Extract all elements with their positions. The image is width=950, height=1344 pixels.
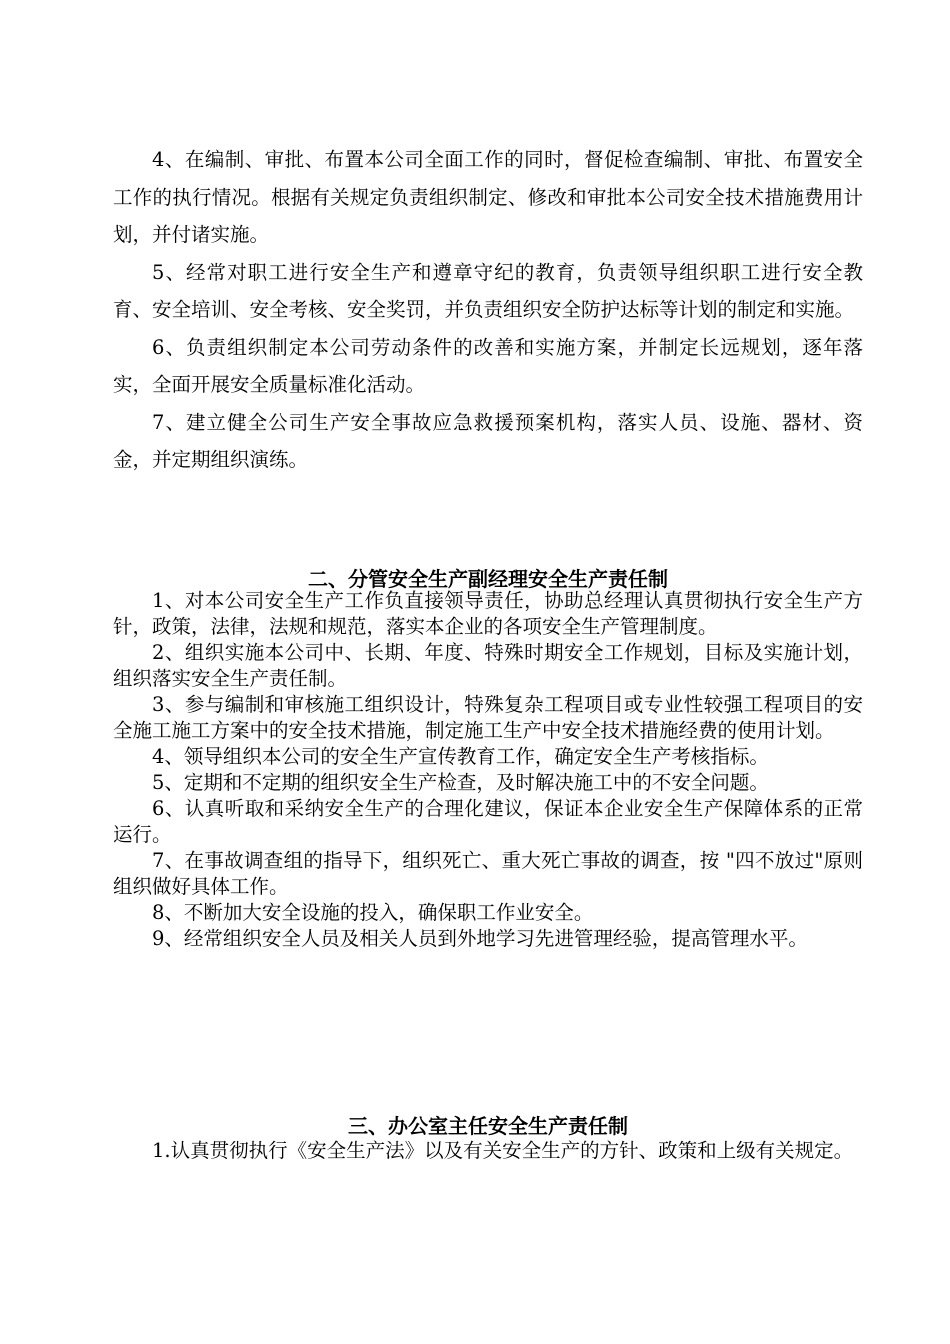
paragraph-2-9: 9、经常组织安全人员及相关人员到外地学习先进管理经验，提高管理水平。: [152, 927, 808, 950]
paragraph-2-7: 7、在事故调查组的指导下，组织死亡、重大死亡事故的调查，按 "四不放过"原则组织做好具体工作。: [113, 849, 863, 898]
paragraph-2-2: 2、组织实施本公司中、长期、年度、特殊时期安全工作规划，目标及实施计划，组织落实安全生产责任制。: [113, 641, 863, 690]
section-3-body: [113, 1127, 863, 1174]
paragraph-2-1: 1、对本公司安全生产工作负直接领导责任，协助总经理认真贯彻执行安全生产方针，政策，法律，法规和规范，落实本企业的各项安全生产管理制度。: [113, 589, 863, 638]
section-1-body: [113, 141, 863, 479]
paragraph-3-1: 1.认真贯彻执行《安全生产法》以及有关安全生产的方针、政策和上级有关规定。: [152, 1139, 854, 1162]
paragraph-1-7: 7、建立健全公司生产安全事故应急救援预案机构，落实人员、设施、器材、资金，并定期组织演练。: [113, 410, 863, 471]
paragraph-1-5: 5、经常对职工进行安全生产和遵章守纪的教育，负责领导组织职工进行安全教育、安全培训、安全考核、安全奖罚，并负责组织安全防护达标等计划的制定和实施。: [113, 260, 863, 321]
paragraph-1-4: 4、在编制、审批、布置本公司全面工作的同时，督促检查编制、审批、布置安全工作的执行情况。根据有关规定负责组织制定、修改和审批本公司安全技术措施费用计划，并付诸实施。: [113, 148, 863, 246]
paragraph-2-6: 6、认真听取和采纳安全生产的合理化建议，保证本企业安全生产保障体系的正常运行。: [113, 797, 863, 846]
paragraph-2-3: 3、参与编制和审核施工组织设计，特殊复杂工程项目或专业性较强工程项目的安全施工施工方案中的安全技术措施，制定施工生产中安全技术措施经费的使用计划。: [113, 693, 863, 742]
paragraph-2-5: 5、定期和不定期的组织安全生产检查，及时解决施工中的不安全问题。: [152, 771, 769, 794]
paragraph-2-4: 4、领导组织本公司的安全生产宣传教育工作，确定安全生产考核指标。: [152, 745, 769, 768]
paragraph-2-8: 8、不断加大安全设施的投入，确保职工作业安全。: [152, 901, 594, 924]
section-2-body: [113, 588, 863, 952]
section-3-title: 三、办公室主任安全生产责任制: [348, 1114, 628, 1138]
paragraph-1-6: 6、负责组织制定本公司劳动条件的改善和实施方案，并制定长远规划，逐年落实，全面开展安全质量标准化活动。: [113, 335, 863, 396]
section-2-title: 二、分管安全生产副经理安全生产责任制: [308, 567, 668, 591]
